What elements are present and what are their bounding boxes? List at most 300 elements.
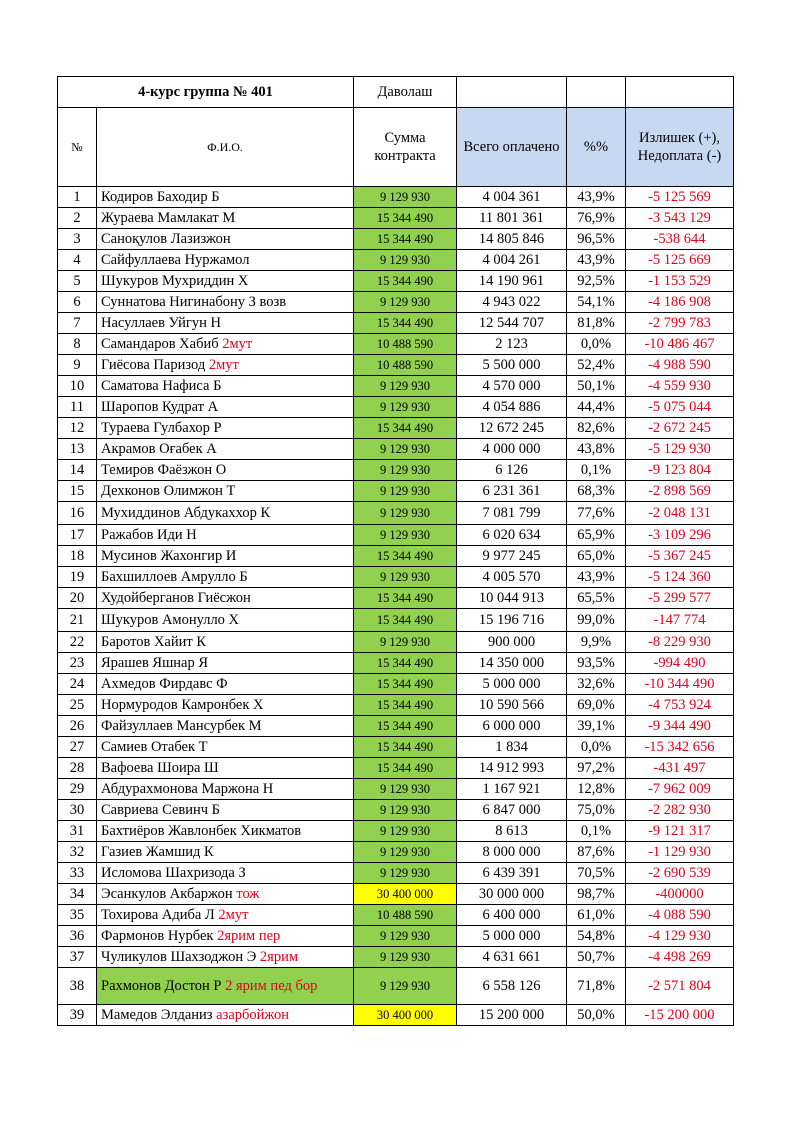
paid-percent: 65,0% <box>567 546 626 567</box>
table-row <box>58 653 734 674</box>
row-number: 9 <box>58 355 97 376</box>
student-name <box>97 800 354 821</box>
row-number: 26 <box>58 716 97 737</box>
contract-sum: 15 344 490 <box>354 418 457 439</box>
paid-percent: 97,2% <box>567 758 626 779</box>
empty-cell <box>567 77 626 108</box>
paid-percent: 70,5% <box>567 863 626 884</box>
paid-total: 8 613 <box>457 821 567 842</box>
balance-diff: -10 486 467 <box>626 334 734 355</box>
student-name-text: Темиров Фаёзжон О <box>101 461 227 478</box>
student-name <box>97 695 354 716</box>
paid-percent: 71,8% <box>567 968 626 1005</box>
student-name-text: Нормуродов Камронбек Х <box>101 696 264 713</box>
student-name-text: Шукуров Мухриддин Х <box>101 272 249 289</box>
paid-percent: 0,1% <box>567 821 626 842</box>
contract-sum: 9 129 930 <box>354 397 457 418</box>
student-name-text: Саматова Нафиса Б <box>101 377 222 394</box>
table-row <box>58 905 734 926</box>
row-number: 5 <box>58 271 97 292</box>
row-number: 6 <box>58 292 97 313</box>
table-row <box>58 313 734 334</box>
student-note: 2мут <box>218 906 249 923</box>
contract-sum: 15 344 490 <box>354 737 457 758</box>
contract-sum: 10 488 590 <box>354 355 457 376</box>
paid-percent: 0,0% <box>567 737 626 758</box>
paid-percent: 92,5% <box>567 271 626 292</box>
paid-percent: 99,0% <box>567 609 626 632</box>
balance-diff: -5 075 044 <box>626 397 734 418</box>
balance-diff: -431 497 <box>626 758 734 779</box>
student-name-text: Файзуллаев Мансурбек М <box>101 717 262 734</box>
row-number: 13 <box>58 439 97 460</box>
balance-diff: -15 200 000 <box>626 1005 734 1026</box>
paid-total: 10 590 566 <box>457 695 567 716</box>
contract-sum: 9 129 930 <box>354 968 457 1005</box>
student-name-text: Фармонов Нурбек <box>101 927 218 944</box>
paid-percent: 52,4% <box>567 355 626 376</box>
row-number: 12 <box>58 418 97 439</box>
table-row <box>58 334 734 355</box>
table-row <box>58 863 734 884</box>
contract-sum: 9 129 930 <box>354 947 457 968</box>
row-number: 37 <box>58 947 97 968</box>
student-note: тож <box>236 885 260 902</box>
contract-sum: 30 400 000 <box>354 884 457 905</box>
student-name-text: Савриева Севинч Б <box>101 801 221 818</box>
balance-diff: -5 129 930 <box>626 439 734 460</box>
balance-diff: -4 753 924 <box>626 695 734 716</box>
paid-total: 6 558 126 <box>457 968 567 1005</box>
balance-diff: -2 690 539 <box>626 863 734 884</box>
balance-diff: -8 229 930 <box>626 632 734 653</box>
paid-percent: 87,6% <box>567 842 626 863</box>
student-name <box>97 779 354 800</box>
student-name <box>97 863 354 884</box>
balance-diff: -9 123 804 <box>626 460 734 481</box>
col-header-pct: %% <box>567 108 626 187</box>
table-row <box>58 525 734 546</box>
balance-diff: -4 559 930 <box>626 376 734 397</box>
paid-total: 30 000 000 <box>457 884 567 905</box>
row-number: 3 <box>58 229 97 250</box>
paid-percent: 76,9% <box>567 208 626 229</box>
student-name <box>97 842 354 863</box>
table-row <box>58 632 734 653</box>
paid-percent: 44,4% <box>567 397 626 418</box>
row-number: 23 <box>58 653 97 674</box>
student-note: азарбойжон <box>216 1006 290 1023</box>
paid-total: 4 004 361 <box>457 187 567 208</box>
table-row <box>58 926 734 947</box>
empty-cell <box>457 77 567 108</box>
student-name <box>97 334 354 355</box>
student-name-text: Бахтиёров Жавлонбек Хикматов <box>101 822 302 839</box>
row-number: 34 <box>58 884 97 905</box>
paid-total: 4 004 261 <box>457 250 567 271</box>
balance-diff: -147 774 <box>626 609 734 632</box>
paid-percent: 61,0% <box>567 905 626 926</box>
row-number: 36 <box>58 926 97 947</box>
student-name-text: Рахмонов Достон Р <box>101 978 226 994</box>
student-name <box>97 884 354 905</box>
student-name <box>97 653 354 674</box>
contract-sum: 9 129 930 <box>354 460 457 481</box>
paid-percent: 75,0% <box>567 800 626 821</box>
contract-sum: 15 344 490 <box>354 588 457 609</box>
table-row <box>58 481 734 502</box>
contract-sum: 9 129 930 <box>354 800 457 821</box>
row-number: 17 <box>58 525 97 546</box>
balance-diff: -2 282 930 <box>626 800 734 821</box>
row-number: 21 <box>58 609 97 632</box>
student-note: 2мут <box>222 335 253 352</box>
table-row <box>58 271 734 292</box>
paid-total: 6 400 000 <box>457 905 567 926</box>
paid-total: 15 196 716 <box>457 609 567 632</box>
row-number: 38 <box>58 968 97 1005</box>
contract-sum: 9 129 930 <box>354 632 457 653</box>
table-row <box>58 546 734 567</box>
paid-total: 9 977 245 <box>457 546 567 567</box>
row-number: 1 <box>58 187 97 208</box>
paid-percent: 77,6% <box>567 502 626 525</box>
contract-sum: 9 129 930 <box>354 250 457 271</box>
student-name-text: Вафоева Шоира Ш <box>101 759 219 776</box>
row-number: 33 <box>58 863 97 884</box>
paid-total: 4 631 661 <box>457 947 567 968</box>
table-row <box>58 187 734 208</box>
paid-percent: 65,9% <box>567 525 626 546</box>
paid-percent: 81,8% <box>567 313 626 334</box>
contract-sum: 9 129 930 <box>354 863 457 884</box>
student-name-text: Мамедов Элданиз <box>101 1006 217 1023</box>
header-row <box>58 108 734 187</box>
contract-sum: 15 344 490 <box>354 653 457 674</box>
table-row <box>58 567 734 588</box>
table-row <box>58 418 734 439</box>
table-row <box>58 460 734 481</box>
contract-sum: 15 344 490 <box>354 546 457 567</box>
student-name-text: Жураева Мамлакат М <box>101 209 236 226</box>
paid-total: 4 943 022 <box>457 292 567 313</box>
student-name-text: Кодиров Баходир Б <box>101 188 220 205</box>
paid-percent: 54,1% <box>567 292 626 313</box>
paid-percent: 50,7% <box>567 947 626 968</box>
student-name-text: Чуликулов Шахзоджон Э <box>101 948 260 965</box>
col-header-paid: Всего оплачено <box>457 108 567 187</box>
row-number: 32 <box>58 842 97 863</box>
paid-total: 6 231 361 <box>457 481 567 502</box>
balance-diff: -2 799 783 <box>626 313 734 334</box>
paid-percent: 82,6% <box>567 418 626 439</box>
contract-sum: 15 344 490 <box>354 609 457 632</box>
table-row <box>58 800 734 821</box>
row-number: 16 <box>58 502 97 525</box>
student-name-text: Мухиддинов Абдукаххор К <box>101 504 271 521</box>
paid-percent: 43,9% <box>567 250 626 271</box>
student-note: 2мут <box>208 356 239 373</box>
table-row <box>58 674 734 695</box>
student-name-text: Самиев Отабек Т <box>101 738 208 755</box>
balance-diff: -4 498 269 <box>626 947 734 968</box>
table-row <box>58 588 734 609</box>
student-name <box>97 376 354 397</box>
table-row <box>58 842 734 863</box>
contract-sum: 15 344 490 <box>354 313 457 334</box>
student-name <box>97 546 354 567</box>
row-number: 2 <box>58 208 97 229</box>
paid-percent: 68,3% <box>567 481 626 502</box>
row-number: 14 <box>58 460 97 481</box>
contract-sum: 9 129 930 <box>354 567 457 588</box>
row-number: 24 <box>58 674 97 695</box>
student-name <box>97 229 354 250</box>
row-number: 25 <box>58 695 97 716</box>
paid-total: 4 005 570 <box>457 567 567 588</box>
paid-total: 900 000 <box>457 632 567 653</box>
paid-total: 1 167 921 <box>457 779 567 800</box>
student-name <box>97 502 354 525</box>
balance-diff: -4 988 590 <box>626 355 734 376</box>
student-name-text: Худойберганов Гиёсжон <box>101 589 251 606</box>
table-row <box>58 376 734 397</box>
row-number: 28 <box>58 758 97 779</box>
student-name-text: Шукуров Амонулло Х <box>101 611 240 628</box>
contract-sum: 9 129 930 <box>354 376 457 397</box>
student-name <box>97 567 354 588</box>
row-number: 11 <box>58 397 97 418</box>
paid-total: 14 350 000 <box>457 653 567 674</box>
contract-sum: 9 129 930 <box>354 779 457 800</box>
student-name <box>97 947 354 968</box>
col-header-diff: Излишек (+), Недоплата (-) <box>626 108 734 187</box>
contract-sum: 9 129 930 <box>354 481 457 502</box>
balance-diff: -15 342 656 <box>626 737 734 758</box>
paid-percent: 39,1% <box>567 716 626 737</box>
table-row <box>58 229 734 250</box>
balance-diff: -2 048 131 <box>626 502 734 525</box>
student-name <box>97 418 354 439</box>
balance-diff: -994 490 <box>626 653 734 674</box>
balance-diff: -2 898 569 <box>626 481 734 502</box>
student-name <box>97 313 354 334</box>
balance-diff: -7 962 009 <box>626 779 734 800</box>
balance-diff: -5 367 245 <box>626 546 734 567</box>
paid-total: 10 044 913 <box>457 588 567 609</box>
table-row <box>58 439 734 460</box>
student-name-text: Шаропов Кудрат А <box>101 398 219 415</box>
balance-diff: -4 186 908 <box>626 292 734 313</box>
paid-total: 6 020 634 <box>457 525 567 546</box>
table-row <box>58 250 734 271</box>
balance-diff: -4 129 930 <box>626 926 734 947</box>
student-name-text: Сайфуллаева Нуржамол <box>101 251 250 268</box>
balance-diff: -2 672 245 <box>626 418 734 439</box>
student-name-text: Газиев Жамшид К <box>101 843 214 860</box>
table-row <box>58 758 734 779</box>
student-note: 2 ярим пед бор <box>225 978 318 994</box>
student-name <box>97 926 354 947</box>
paid-total: 14 190 961 <box>457 271 567 292</box>
row-number: 20 <box>58 588 97 609</box>
row-number: 18 <box>58 546 97 567</box>
table-row <box>58 779 734 800</box>
contract-sum: 9 129 930 <box>354 292 457 313</box>
row-number: 27 <box>58 737 97 758</box>
group-title: 4-курс группа № 401 <box>58 77 354 108</box>
balance-diff: -3 109 296 <box>626 525 734 546</box>
student-name-text: Бахшиллоев Амрулло Б <box>101 568 248 585</box>
paid-percent: 65,5% <box>567 588 626 609</box>
row-number: 29 <box>58 779 97 800</box>
balance-diff: -4 088 590 <box>626 905 734 926</box>
paid-percent: 0,1% <box>567 460 626 481</box>
row-number: 35 <box>58 905 97 926</box>
paid-total: 11 801 361 <box>457 208 567 229</box>
student-name-text: Баротов Хайит К <box>101 633 206 650</box>
row-number: 4 <box>58 250 97 271</box>
table-row <box>58 397 734 418</box>
paid-percent: 9,9% <box>567 632 626 653</box>
student-name-text: Тураева Гулбахор Р <box>101 419 222 436</box>
student-name <box>97 187 354 208</box>
paid-percent: 50,0% <box>567 1005 626 1026</box>
balance-diff: -5 125 669 <box>626 250 734 271</box>
balance-diff: -1 129 930 <box>626 842 734 863</box>
row-number: 10 <box>58 376 97 397</box>
row-number: 7 <box>58 313 97 334</box>
paid-total: 6 126 <box>457 460 567 481</box>
title-row <box>58 77 734 108</box>
row-number: 19 <box>58 567 97 588</box>
paid-percent: 96,5% <box>567 229 626 250</box>
contract-sum: 15 344 490 <box>354 758 457 779</box>
paid-total: 6 847 000 <box>457 800 567 821</box>
student-name <box>97 292 354 313</box>
paid-percent: 43,9% <box>567 187 626 208</box>
paid-total: 4 054 886 <box>457 397 567 418</box>
contract-sum: 15 344 490 <box>354 716 457 737</box>
paid-total: 5 500 000 <box>457 355 567 376</box>
student-name-text: Исломова Шахризода З <box>101 864 246 881</box>
contract-sum: 9 129 930 <box>354 926 457 947</box>
row-number: 39 <box>58 1005 97 1026</box>
row-number: 8 <box>58 334 97 355</box>
balance-diff: -5 299 577 <box>626 588 734 609</box>
paid-total: 8 000 000 <box>457 842 567 863</box>
table-row <box>58 695 734 716</box>
contract-sum: 10 488 590 <box>354 334 457 355</box>
balance-diff: -1 153 529 <box>626 271 734 292</box>
student-name-text: Мусинов Жахонгир И <box>101 547 237 564</box>
contract-sum: 15 344 490 <box>354 208 457 229</box>
student-name <box>97 525 354 546</box>
paid-percent: 98,7% <box>567 884 626 905</box>
col-header-name: Ф.И.О. <box>97 108 354 187</box>
balance-diff: -5 124 360 <box>626 567 734 588</box>
student-name <box>97 1005 354 1026</box>
table-row <box>58 292 734 313</box>
paid-total: 4 000 000 <box>457 439 567 460</box>
contract-sum: 9 129 930 <box>354 525 457 546</box>
student-name <box>97 716 354 737</box>
balance-diff: -10 344 490 <box>626 674 734 695</box>
paid-total: 14 805 846 <box>457 229 567 250</box>
student-name-text: Насуллаев Уйгун Н <box>101 314 221 331</box>
student-name <box>97 968 354 1005</box>
table-row <box>58 355 734 376</box>
paid-percent: 43,8% <box>567 439 626 460</box>
student-name-text: Суннатова Нигинабону З возв <box>101 293 287 310</box>
student-note: 2ярим <box>259 948 299 965</box>
student-name <box>97 674 354 695</box>
student-name <box>97 609 354 632</box>
contract-sum: 30 400 000 <box>354 1005 457 1026</box>
student-name <box>97 481 354 502</box>
paid-total: 7 081 799 <box>457 502 567 525</box>
contract-sum: 15 344 490 <box>354 674 457 695</box>
table-row <box>58 716 734 737</box>
student-name-text: Акрамов Оғабек А <box>101 440 217 457</box>
row-number: 15 <box>58 481 97 502</box>
paid-total: 15 200 000 <box>457 1005 567 1026</box>
table-row <box>58 884 734 905</box>
balance-diff: -400000 <box>626 884 734 905</box>
balance-diff: -9 121 317 <box>626 821 734 842</box>
table-row <box>58 821 734 842</box>
student-name <box>97 758 354 779</box>
table-row <box>58 968 734 1005</box>
student-name <box>97 250 354 271</box>
contract-sum: 15 344 490 <box>354 229 457 250</box>
paid-total: 1 834 <box>457 737 567 758</box>
balance-diff: -538 644 <box>626 229 734 250</box>
paid-total: 2 123 <box>457 334 567 355</box>
student-name-text: Тохирова Адиба Л <box>101 906 219 923</box>
student-name <box>97 821 354 842</box>
contract-sum: 9 129 930 <box>354 821 457 842</box>
student-name <box>97 355 354 376</box>
table-row <box>58 947 734 968</box>
paid-percent: 43,9% <box>567 567 626 588</box>
balance-diff: -5 125 569 <box>626 187 734 208</box>
faculty-title: Даволаш <box>354 77 457 108</box>
paid-total: 14 912 993 <box>457 758 567 779</box>
student-name <box>97 737 354 758</box>
paid-total: 6 000 000 <box>457 716 567 737</box>
balance-diff: -3 543 129 <box>626 208 734 229</box>
student-name <box>97 271 354 292</box>
student-name <box>97 588 354 609</box>
table-row <box>58 1005 734 1026</box>
paid-total: 12 672 245 <box>457 418 567 439</box>
paid-percent: 54,8% <box>567 926 626 947</box>
student-name-text: Самандаров Хабиб <box>101 335 223 352</box>
table-row <box>58 208 734 229</box>
row-number: 30 <box>58 800 97 821</box>
student-name <box>97 460 354 481</box>
student-name-text: Ярашев Яшнар Я <box>101 654 209 671</box>
student-name-text: Ражабов Иди Н <box>101 526 197 543</box>
student-name <box>97 632 354 653</box>
empty-cell <box>626 77 734 108</box>
paid-percent: 93,5% <box>567 653 626 674</box>
contract-sum: 9 129 930 <box>354 842 457 863</box>
student-name <box>97 397 354 418</box>
paid-total: 6 439 391 <box>457 863 567 884</box>
contract-sum: 10 488 590 <box>354 905 457 926</box>
